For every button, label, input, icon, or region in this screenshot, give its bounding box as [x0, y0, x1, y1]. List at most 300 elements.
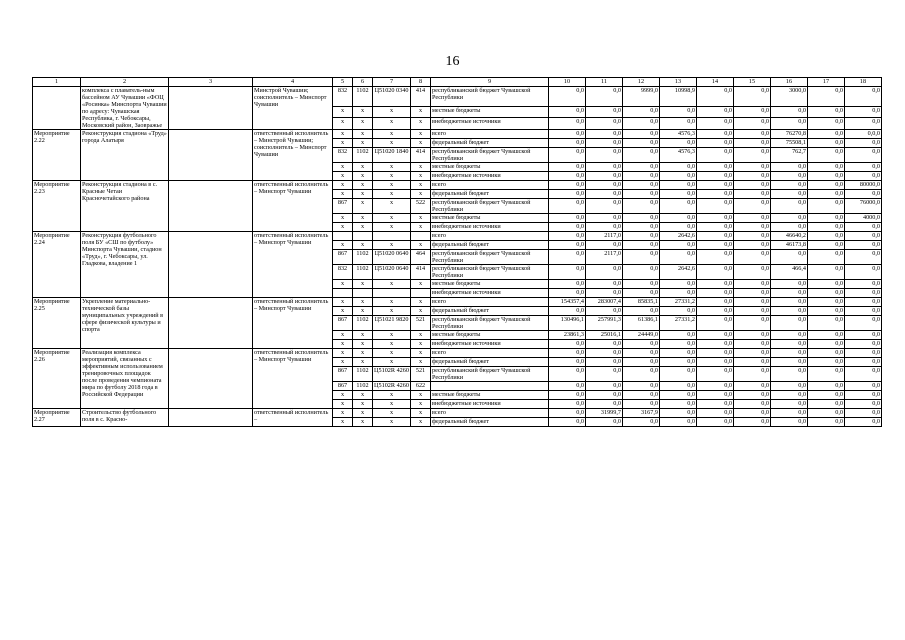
value-cell: 0,0 — [771, 289, 808, 298]
value-cell: 0,0 — [808, 106, 845, 118]
code-cell: x — [333, 118, 353, 130]
header-row — [33, 78, 882, 87]
value-cell: 0,0 — [660, 214, 697, 223]
value-cell: 0,0 — [734, 280, 771, 289]
activity-cell: Мероприятие 2.25 — [33, 298, 81, 349]
value-cell: 0,0 — [734, 139, 771, 148]
code-cell: x — [333, 400, 353, 409]
code-cell: x — [333, 223, 353, 232]
executor-cell: ответственный исполнитель – — [253, 409, 333, 427]
value-cell: 0,0 — [623, 250, 660, 265]
code-cell: x — [411, 391, 431, 400]
value-cell: 0,0 — [771, 382, 808, 391]
code-cell: x — [333, 418, 353, 427]
value-cell: 0,0 — [808, 307, 845, 316]
funding-source-cell: республиканский бюджет Чувашской Республики — [431, 148, 549, 163]
value-cell: 10998,9 — [660, 87, 697, 107]
value-cell: 0,0 — [808, 289, 845, 298]
code-cell: x — [411, 340, 431, 349]
value-cell: 0,0 — [623, 130, 660, 139]
value-cell: 0,0 — [734, 340, 771, 349]
code-cell: x — [333, 307, 353, 316]
value-cell: 0,0 — [697, 232, 734, 241]
value-cell: 0,0 — [697, 418, 734, 427]
code-cell: 867 — [333, 199, 353, 214]
value-cell: 0,0 — [734, 289, 771, 298]
code-cell: x — [333, 130, 353, 139]
value-cell: 0,0 — [660, 172, 697, 181]
value-cell: 61386,1 — [623, 316, 660, 331]
code-cell: x — [411, 139, 431, 148]
value-cell: 46640,2 — [771, 232, 808, 241]
description-cell: Укрепление материально-технической базы муниципальных учреждений в сфере физической культуры и спорта — [81, 298, 169, 349]
code-cell: 521 — [411, 316, 431, 331]
code-cell: 521 — [411, 367, 431, 382]
activity-cell: Мероприятие 2.23 — [33, 181, 81, 232]
code-cell: x — [411, 298, 431, 307]
table-row — [33, 130, 882, 139]
funding-source-cell: республиканский бюджет Чувашской Республики — [431, 199, 549, 214]
code-cell: x — [333, 298, 353, 307]
value-cell: 0,0 — [623, 232, 660, 241]
value-cell: 0,0 — [808, 280, 845, 289]
code-cell: x — [333, 349, 353, 358]
code-cell: x — [373, 280, 411, 289]
activity-cell: Мероприятие 2.26 — [33, 349, 81, 409]
value-cell: 0,0 — [845, 382, 882, 391]
value-cell: 3167,9 — [623, 409, 660, 418]
value-cell: 0,0 — [697, 241, 734, 250]
value-cell: 31999,7 — [586, 409, 623, 418]
value-cell: 0,0 — [697, 172, 734, 181]
value-cell: 0,0 — [549, 400, 586, 409]
table-row — [33, 349, 882, 358]
value-cell: 0,0 — [697, 340, 734, 349]
value-cell: 0,0 — [845, 223, 882, 232]
value-cell: 0,0 — [808, 367, 845, 382]
empty-cell — [169, 130, 253, 181]
value-cell: 0,0 — [660, 409, 697, 418]
code-cell: x — [411, 331, 431, 340]
value-cell: 3000,0 — [771, 87, 808, 107]
value-cell: 0,0 — [586, 289, 623, 298]
value-cell: 0,0 — [845, 331, 882, 340]
value-cell: 0,0 — [586, 106, 623, 118]
value-cell: 0,0 — [586, 400, 623, 409]
code-cell: Ц51020 0340 — [373, 87, 411, 107]
value-cell: 0,0 — [734, 106, 771, 118]
value-cell: 0,0 — [845, 241, 882, 250]
code-cell: x — [333, 358, 353, 367]
value-cell: 0,0 — [586, 349, 623, 358]
value-cell: 0,0 — [623, 190, 660, 199]
code-cell: x — [373, 418, 411, 427]
code-cell: x — [373, 409, 411, 418]
value-cell: 0,0 — [549, 232, 586, 241]
column-header: 3 — [169, 78, 253, 87]
value-cell: 0,0 — [623, 367, 660, 382]
code-cell: x — [411, 358, 431, 367]
budget-table — [32, 77, 882, 427]
value-cell: 0,0 — [808, 382, 845, 391]
value-cell: 0,0 — [845, 298, 882, 307]
value-cell: 0,0 — [549, 280, 586, 289]
value-cell: 0,0 — [660, 190, 697, 199]
executor-cell: Минстрой Чувашии; соисполнитель – Минспорт Чувашии — [253, 87, 333, 130]
value-cell: 0,0 — [586, 418, 623, 427]
code-cell: x — [353, 280, 373, 289]
value-cell: 466,4 — [771, 265, 808, 280]
executor-cell: ответственный исполнитель – Минспорт Чувашии — [253, 298, 333, 349]
value-cell: 0,0 — [697, 307, 734, 316]
code-cell: Ц51020 0640 — [373, 250, 411, 265]
value-cell: 0,0 — [660, 307, 697, 316]
value-cell: 0,0 — [771, 349, 808, 358]
code-cell: 622 — [411, 382, 431, 391]
code-cell: 1102 — [353, 250, 373, 265]
value-cell: 0,0 — [845, 265, 882, 280]
activity-cell: Мероприятие 2.27 — [33, 409, 81, 427]
value-cell: 0,0 — [808, 190, 845, 199]
code-cell: x — [373, 223, 411, 232]
value-cell: 0,0 — [808, 87, 845, 107]
value-cell: 24449,0 — [623, 331, 660, 340]
value-cell: 0,0 — [697, 367, 734, 382]
value-cell: 4576,3 — [660, 130, 697, 139]
code-cell: x — [353, 241, 373, 250]
value-cell: 0,0 — [734, 298, 771, 307]
code-cell: 1102 — [353, 367, 373, 382]
code-cell: x — [373, 130, 411, 139]
funding-source-cell: местные бюджеты — [431, 280, 549, 289]
value-cell: 0,0 — [549, 265, 586, 280]
value-cell: 0,0 — [660, 400, 697, 409]
code-cell: 1102 — [353, 265, 373, 280]
value-cell: 0,0 — [808, 418, 845, 427]
value-cell: 4576,3 — [660, 148, 697, 163]
value-cell: 0,0 — [734, 250, 771, 265]
value-cell: 0,0 — [549, 139, 586, 148]
value-cell: 2117,0 — [586, 250, 623, 265]
funding-source-cell: внебюджетные источники — [431, 118, 549, 130]
value-cell: 0,0 — [549, 130, 586, 139]
value-cell: 0,0 — [660, 349, 697, 358]
value-cell: 0,0 — [845, 340, 882, 349]
code-cell: 867 — [333, 250, 353, 265]
value-cell: 0,0 — [845, 163, 882, 172]
value-cell: 0,0 — [549, 307, 586, 316]
value-cell: 0,0 — [586, 172, 623, 181]
value-cell: 0,0 — [660, 280, 697, 289]
code-cell: 867 — [333, 367, 353, 382]
value-cell: 0,0 — [845, 148, 882, 163]
code-cell: x — [411, 172, 431, 181]
value-cell: 0,0 — [845, 307, 882, 316]
value-cell: 0,0 — [771, 181, 808, 190]
code-cell: x — [353, 172, 373, 181]
value-cell: 0,0 — [808, 358, 845, 367]
code-cell: 867 — [333, 316, 353, 331]
value-cell: 0,0 — [845, 118, 882, 130]
code-cell: x — [353, 409, 373, 418]
value-cell: 0,0 — [697, 130, 734, 139]
code-cell: Ц51021 9820 — [373, 316, 411, 331]
value-cell: 0,0 — [549, 241, 586, 250]
code-cell: x — [373, 241, 411, 250]
value-cell: 283007,4 — [586, 298, 623, 307]
value-cell: 0,0 — [734, 367, 771, 382]
code-cell: 832 — [333, 148, 353, 163]
value-cell: 0,0 — [771, 106, 808, 118]
value-cell: 0,0 — [771, 163, 808, 172]
value-cell: 0,0 — [845, 106, 882, 118]
code-cell: x — [353, 199, 373, 214]
funding-source-cell: федеральный бюджет — [431, 190, 549, 199]
value-cell: 0,0 — [771, 307, 808, 316]
value-cell: 0,0 — [623, 181, 660, 190]
value-cell: 0,0 — [771, 280, 808, 289]
value-cell: 0,0 — [660, 289, 697, 298]
code-cell: x — [373, 199, 411, 214]
value-cell: 0,0 — [845, 391, 882, 400]
value-cell: 0,0 — [549, 250, 586, 265]
value-cell: 0,0 — [845, 316, 882, 331]
code-cell: x — [353, 349, 373, 358]
code-cell: 414 — [411, 87, 431, 107]
code-cell: 1102 — [353, 87, 373, 107]
column-header: 8 — [411, 78, 431, 87]
column-header: 5 — [333, 78, 353, 87]
value-cell: 0,0 — [697, 409, 734, 418]
code-cell: x — [353, 358, 373, 367]
value-cell: 0,0 — [845, 250, 882, 265]
value-cell: 0,0 — [734, 199, 771, 214]
code-cell: x — [411, 418, 431, 427]
value-cell: 0,0 — [623, 382, 660, 391]
code-cell: x — [333, 409, 353, 418]
column-header: 13 — [660, 78, 697, 87]
code-cell — [333, 232, 353, 241]
value-cell: 0,0 — [771, 331, 808, 340]
funding-source-cell: внебюджетные источники — [431, 223, 549, 232]
code-cell: x — [373, 358, 411, 367]
value-cell: 0,0 — [808, 148, 845, 163]
value-cell: 0,0 — [586, 241, 623, 250]
value-cell: 0,0 — [623, 358, 660, 367]
value-cell: 0,0 — [771, 316, 808, 331]
value-cell: 0,0 — [549, 289, 586, 298]
value-cell: 0,0 — [660, 331, 697, 340]
column-header: 10 — [549, 78, 586, 87]
value-cell: 0,0 — [549, 163, 586, 172]
value-cell: 23861,3 — [549, 331, 586, 340]
funding-source-cell: республиканский бюджет Чувашской Республики — [431, 250, 549, 265]
value-cell: 0,0 — [697, 316, 734, 331]
value-cell: 154357,4 — [549, 298, 586, 307]
code-cell: x — [411, 214, 431, 223]
code-cell — [411, 289, 431, 298]
value-cell: 2117,0 — [586, 232, 623, 241]
value-cell: 0,0 — [771, 358, 808, 367]
value-cell: 0,0 — [808, 163, 845, 172]
value-cell: 0,0 — [808, 199, 845, 214]
column-header: 9 — [431, 78, 549, 87]
value-cell: 0,0 — [660, 382, 697, 391]
value-cell: 0,0 — [549, 223, 586, 232]
value-cell: 0,0 — [586, 307, 623, 316]
code-cell: x — [333, 106, 353, 118]
executor-cell: ответственный исполнитель – Минспорт Чувашии — [253, 349, 333, 409]
code-cell: x — [333, 340, 353, 349]
code-cell: x — [373, 307, 411, 316]
funding-source-cell: местные бюджеты — [431, 331, 549, 340]
code-cell: 832 — [333, 265, 353, 280]
value-cell: 0,0 — [586, 190, 623, 199]
value-cell: 0,0 — [697, 118, 734, 130]
column-header: 4 — [253, 78, 333, 87]
value-cell: 0,0 — [734, 358, 771, 367]
value-cell: 0,0 — [697, 358, 734, 367]
value-cell: 0,0 — [771, 418, 808, 427]
code-cell: x — [353, 307, 373, 316]
funding-source-cell: местные бюджеты — [431, 214, 549, 223]
value-cell: 0,0 — [623, 340, 660, 349]
value-cell: 0,0 — [808, 331, 845, 340]
value-cell: 0,0 — [808, 349, 845, 358]
value-cell: 0,0 — [586, 367, 623, 382]
code-cell — [373, 232, 411, 241]
value-cell: 0,0 — [660, 106, 697, 118]
value-cell: 0,0 — [660, 199, 697, 214]
value-cell: 130496,1 — [549, 316, 586, 331]
code-cell — [353, 232, 373, 241]
code-cell: x — [353, 139, 373, 148]
value-cell: 0,0 — [808, 130, 845, 139]
code-cell: x — [373, 298, 411, 307]
value-cell: 0,0 — [697, 148, 734, 163]
column-header: 17 — [808, 78, 845, 87]
value-cell: 0,0 — [586, 382, 623, 391]
code-cell — [411, 232, 431, 241]
code-cell: x — [373, 118, 411, 130]
value-cell: 0,0 — [808, 172, 845, 181]
code-cell: 1102 — [353, 382, 373, 391]
column-header: 12 — [623, 78, 660, 87]
value-cell: 0,0 — [697, 199, 734, 214]
value-cell: 0,0 — [586, 118, 623, 130]
value-cell: 0,0 — [771, 340, 808, 349]
value-cell: 0,0 — [734, 181, 771, 190]
value-cell: 27331,2 — [660, 316, 697, 331]
value-cell: 0,0 — [660, 250, 697, 265]
column-header: 7 — [373, 78, 411, 87]
code-cell — [353, 289, 373, 298]
value-cell: 0,0 — [771, 172, 808, 181]
value-cell: 0,0 — [623, 400, 660, 409]
value-cell: 0,0 — [697, 400, 734, 409]
value-cell: 0,0 — [623, 349, 660, 358]
value-cell: 0,0 — [734, 400, 771, 409]
code-cell: x — [353, 190, 373, 199]
value-cell: 0,0 — [697, 139, 734, 148]
value-cell: 0,0 — [845, 367, 882, 382]
value-cell: 257991,3 — [586, 316, 623, 331]
funding-source-cell: всего — [431, 130, 549, 139]
value-cell: 0,0 — [549, 349, 586, 358]
value-cell: 0,0 — [808, 391, 845, 400]
value-cell: 762,7 — [771, 148, 808, 163]
value-cell: 0,0 — [734, 232, 771, 241]
value-cell: 0,0 — [734, 331, 771, 340]
value-cell: 0,0 — [697, 289, 734, 298]
value-cell: 75508,1 — [771, 139, 808, 148]
value-cell: 0,0 — [549, 181, 586, 190]
code-cell: x — [373, 106, 411, 118]
value-cell: 0,0 — [697, 106, 734, 118]
value-cell: 0,0 — [697, 163, 734, 172]
code-cell: x — [373, 391, 411, 400]
value-cell: 0,0 — [549, 148, 586, 163]
description-cell: Реконструкция футбольного поля БУ «СШ по футболу» Минспорта Чувашии, стадион «Труд», г. Чебоксары, ул. Гладкова, владение 1 — [81, 232, 169, 298]
value-cell: 0,0 — [734, 418, 771, 427]
code-cell: x — [373, 340, 411, 349]
value-cell: 0,0 — [808, 400, 845, 409]
code-cell: x — [353, 118, 373, 130]
funding-source-cell: местные бюджеты — [431, 391, 549, 400]
code-cell: x — [373, 172, 411, 181]
value-cell: 0,0 — [808, 265, 845, 280]
value-cell: 0,0 — [660, 340, 697, 349]
value-cell: 0,0 — [660, 118, 697, 130]
value-cell: 0,0 — [623, 391, 660, 400]
value-cell: 0,0 — [660, 163, 697, 172]
value-cell: 0,0 — [808, 181, 845, 190]
value-cell: 0,0 — [808, 118, 845, 130]
code-cell: x — [333, 331, 353, 340]
code-cell: x — [373, 331, 411, 340]
code-cell: x — [353, 223, 373, 232]
value-cell: 0,0 — [845, 358, 882, 367]
code-cell: x — [353, 331, 373, 340]
value-cell: 0,0 — [697, 298, 734, 307]
value-cell: 0,0 — [845, 400, 882, 409]
column-header: 14 — [697, 78, 734, 87]
value-cell: 0,0 — [697, 280, 734, 289]
value-cell: 0,0 — [845, 139, 882, 148]
code-cell: x — [411, 106, 431, 118]
code-cell — [333, 289, 353, 298]
code-cell: x — [411, 223, 431, 232]
value-cell: 0,0 — [549, 106, 586, 118]
value-cell: 0,0 — [734, 307, 771, 316]
code-cell: x — [333, 280, 353, 289]
table-row — [33, 298, 882, 307]
code-cell: Ц5102R 4260 — [373, 367, 411, 382]
column-header: 16 — [771, 78, 808, 87]
description-cell: Реконструкция стадиона «Труд» города Алатыря — [81, 130, 169, 181]
value-cell: 0,0 — [697, 214, 734, 223]
value-cell: 0,0 — [586, 181, 623, 190]
code-cell: 1102 — [353, 316, 373, 331]
code-cell: x — [353, 106, 373, 118]
value-cell: 0,0 — [586, 139, 623, 148]
value-cell: 0,0 — [771, 214, 808, 223]
code-cell: Ц5102R 4260 — [374, 382, 409, 389]
value-cell: 0,0 — [771, 400, 808, 409]
value-cell: 0,0 — [623, 172, 660, 181]
value-cell: 80000,0 — [845, 181, 882, 190]
value-cell: 0,0 — [623, 307, 660, 316]
